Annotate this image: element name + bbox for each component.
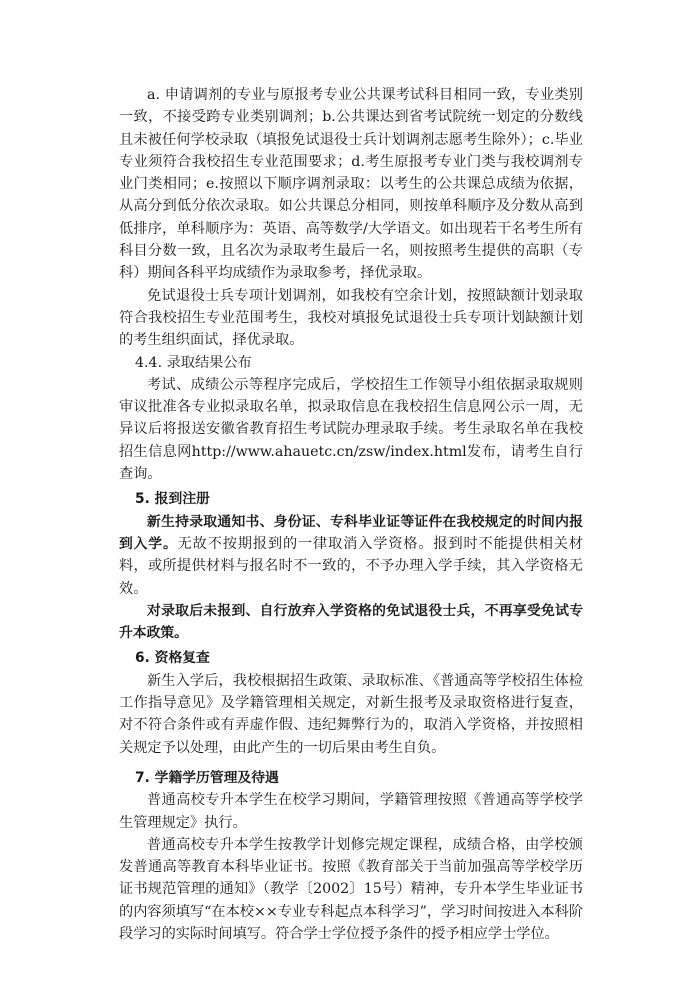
- section-7-heading: 7. 学籍学历管理及待遇: [135, 769, 279, 786]
- veteran-forfeit-paragraph: 对录取后未报到、自行放弃入学资格的免试退役士兵，不再享受免试专升本政策。: [119, 602, 583, 642]
- graduation-certificate-paragraph: 普通高校专升本学生按教学计划修完规定课程，成绩合格，由学校颁发普通高等教育本科毕业证书。按照《教育部关于当前加强高等学校学历证书规范管理的通知》（教学〔2002〕15号）精神，专升本学生毕业证书的内容须填写“在本校××专业专科起点本科学习”，学习时间按进入本科阶段学习的实际时间填写。符合学士学位授予条件的授予相应学士学位。: [119, 836, 583, 942]
- admission-rules-paragraph: a. 申请调剂的专业与原报考专业公共课考试科目相同一致，专业类别一致，不接受跨专业类别调剂；b.公共课达到省考试院统一划定的分数线且未被任何学校录取（填报免试退役士兵计划调剂志愿考生除外）；c.毕业专业须符合我校招生专业范围要求；d.考生原报考专业门类与我校调剂专业门类相同；e.按照以下顺序调剂录取：以考生的公共课总成绩为依据，从高分到低分依次录取。如公共课总分相同，则按单科顺序及分数从高到低排序，单科顺序为：英语、高等数学/大学语文。如出现若干名考生所有科目分数一致，且名次为录取考生最后一名，则按照考生提供的高职（专科）期间各科平均成绩作为录取参考，择优录取。: [119, 87, 583, 282]
- document-page: [119, 84, 583, 945]
- qualification-review-paragraph: 新生入学后，我校根据招生政策、录取标准、《普通高等学校招生体检工作指导意见》及学籍管理相关规定，对新生报考及录取资格进行复查，对不符合条件或有弄虚作假、违纪舞弊行为的，取消入学资格，并按照相关规定予以处理，由此产生的一切后果由考生自负。: [119, 672, 583, 756]
- status-management-paragraph: 普通高校专升本学生在校学习期间，学籍管理按照《普通高等学校学生管理规定》执行。: [119, 792, 583, 831]
- veteran-adjustment-paragraph: 免试退役士兵专项计划调剂，如我校有空余计划，按照缺额计划录取符合我校招生专业范围考生，我校对填报免试退役士兵专项计划缺额计划的考生组织面试，择优录取。: [119, 287, 583, 349]
- results-announcement-paragraph: 考试、成绩公示等程序完成后，学校招生工作领导小组依据录取规则审议批准各专业拟录取名单，拟录取信息在我校招生信息网公示一周，无异议后将报送安徽省教育招生考试院办理录取手续。考生录取名单在我校招生信息网http://www.ahauetc.cn/zsw/index.html发布，请考生自行查询。: [119, 376, 583, 483]
- registration-paragraph: [119, 511, 583, 600]
- section-5-heading: 5. 报到注册: [135, 491, 210, 508]
- section-6-heading: 6. 资格复查: [135, 650, 210, 667]
- section-4-4-heading: 4.4. 录取结果公布: [135, 354, 252, 371]
- registration-normal-text: 无故不按期报到的一律取消入学资格。报到时不能提供相关材料，或所提供材料与报名时不一致的，不予办理入学手续，其入学资格无效。: [119, 535, 583, 597]
- registration-bold-text: 新生持录取通知书、身份证、专科毕业证等证件在我校规定的时间内报到入学。: [119, 513, 583, 552]
